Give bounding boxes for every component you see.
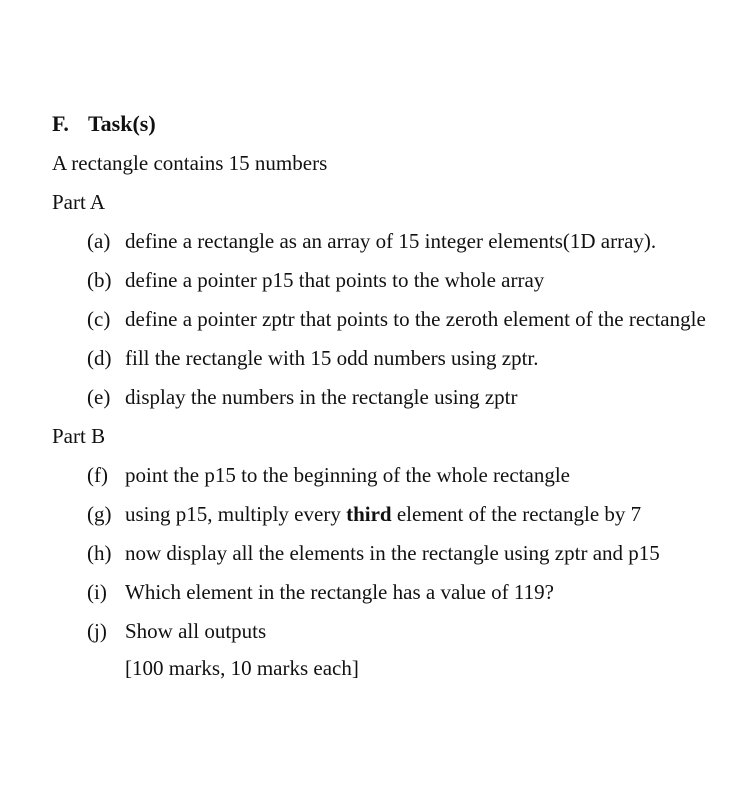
item-text: point the p15 to the beginning of the whole rectangle — [125, 463, 570, 487]
item-label: (i) — [87, 580, 107, 604]
item-label: (h) — [87, 541, 112, 565]
list-item — [87, 385, 517, 409]
item-label: (c) — [87, 307, 111, 331]
item-text-before: using p15, multiply every — [125, 502, 347, 526]
item-text: define a pointer p15 that points to the whole array — [125, 268, 545, 292]
intro-text: A rectangle contains 15 numbers — [52, 151, 328, 175]
list-item — [87, 580, 554, 604]
item-text-bold: third — [346, 502, 392, 526]
marks-note: [100 marks, 10 marks each] — [125, 656, 359, 680]
list-item — [87, 268, 544, 292]
item-label: (g) — [87, 502, 112, 526]
list-item — [87, 502, 641, 526]
item-label: (b) — [87, 268, 112, 292]
section-letter: F. — [52, 111, 69, 136]
item-label: (j) — [87, 619, 107, 643]
item-label: (e) — [87, 385, 111, 409]
part-a-heading: Part A — [52, 190, 106, 214]
item-text: display the numbers in the rectangle using zptr — [125, 385, 518, 409]
list-item — [87, 346, 539, 370]
item-text: fill the rectangle with 15 odd numbers using zptr. — [125, 346, 539, 370]
item-label: (d) — [87, 346, 112, 370]
list-item — [87, 307, 706, 331]
section-title: Task(s) — [88, 111, 156, 136]
list-item — [87, 229, 656, 253]
item-text-after: element of the rectangle by 7 — [391, 502, 642, 526]
item-text: define a pointer zptr that points to the zeroth element of the rectangle — [125, 307, 706, 331]
item-text: Which element in the rectangle has a value of 119? — [125, 580, 554, 604]
list-item — [87, 463, 570, 487]
list-item — [87, 619, 266, 643]
item-label: (a) — [87, 229, 111, 253]
item-label: (f) — [87, 463, 108, 487]
part-b-heading: Part B — [52, 424, 106, 448]
list-item — [87, 541, 660, 565]
item-text: Show all outputs — [125, 619, 267, 643]
item-text: now display all the elements in the rectangle using zptr and p15 — [125, 541, 660, 565]
section-heading — [52, 112, 156, 136]
item-text: define a rectangle as an array of 15 integer elements(1D array). — [125, 229, 657, 253]
